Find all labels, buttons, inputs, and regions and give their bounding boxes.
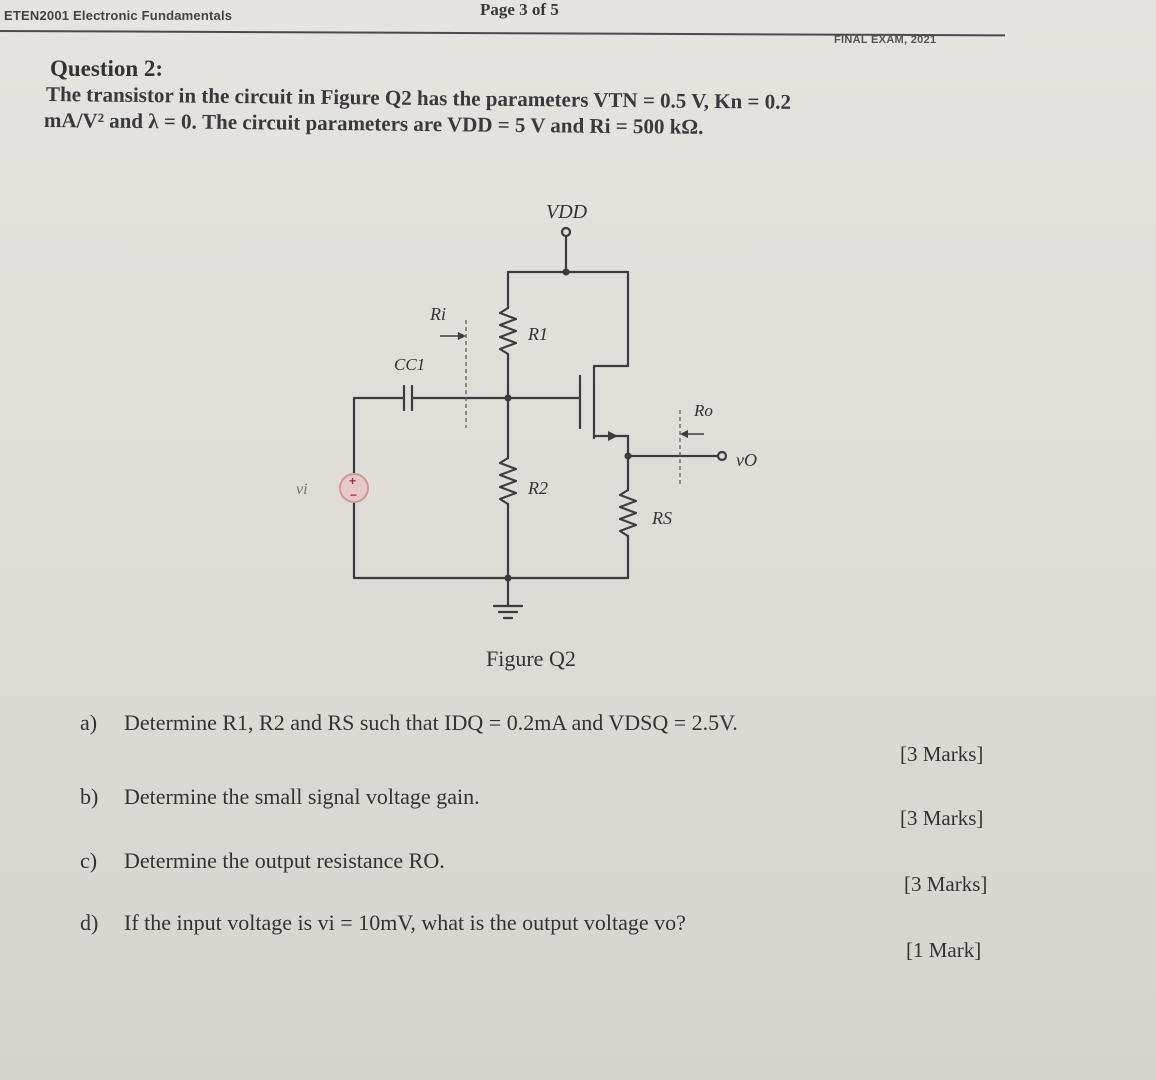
source-minus: −	[350, 488, 358, 502]
question-title: Question 2:	[50, 56, 164, 81]
label-vi: vi	[296, 481, 308, 498]
part-c-marks: [3 Marks]	[904, 872, 988, 896]
part-d-text: If the input voltage is vi = 10mV, what is the output voltage vo?	[124, 910, 686, 935]
figure-caption: Figure Q2	[486, 646, 576, 671]
vo-terminal	[718, 452, 726, 460]
question-text-line-2: mA/V² and λ = 0. The circuit parameters are VDD = 5 V and Ri = 500 kΩ.	[43, 108, 704, 139]
resistor-r2	[500, 458, 516, 504]
resistor-r1	[500, 308, 516, 354]
label-r1: R1	[528, 324, 548, 344]
source-plus: +	[349, 474, 357, 488]
vdd-terminal	[562, 228, 570, 236]
part-b	[80, 784, 480, 810]
part-d-label: d)	[80, 910, 99, 935]
ri-arrow-icon	[458, 332, 466, 340]
mosfet-arrow-icon	[608, 431, 618, 441]
part-c-text: Determine the output resistance RO.	[124, 848, 445, 873]
circuit-diagram	[0, 180, 1156, 680]
label-rs: RS	[652, 508, 672, 528]
page-number: Page 3 of 5	[480, 0, 559, 19]
part-a	[80, 710, 738, 736]
label-vdd: VDD	[546, 201, 588, 223]
resistor-rs	[620, 490, 636, 536]
part-d-marks: [1 Mark]	[906, 938, 982, 962]
question-text-line-1: The transistor in the circuit in Figure Q2 has the parameters VTN = 0.5 V, Kn = 0.2	[45, 82, 792, 114]
label-ro: Ro	[694, 401, 713, 420]
part-a-marks: [3 Marks]	[900, 742, 984, 766]
label-vo: vO	[736, 450, 757, 470]
part-c	[80, 848, 445, 874]
label-cc1: CC1	[394, 355, 426, 374]
course-title: ETEN2001 Electronic Fundamentals	[4, 8, 233, 23]
part-b-label: b)	[80, 784, 99, 809]
part-c-label: c)	[80, 848, 98, 873]
part-d	[80, 910, 686, 936]
part-b-marks: [3 Marks]	[900, 806, 984, 830]
exam-title: FINAL EXAM, 2021	[834, 34, 937, 46]
part-a-text: Determine R1, R2 and RS such that IDQ = 0.2mA and VDSQ = 2.5V.	[124, 710, 738, 735]
label-r2: R2	[528, 478, 548, 498]
ro-arrow-icon	[680, 430, 688, 438]
part-b-text: Determine the small signal voltage gain.	[124, 784, 480, 809]
part-a-label: a)	[80, 710, 98, 735]
label-ri: Ri	[430, 304, 446, 324]
